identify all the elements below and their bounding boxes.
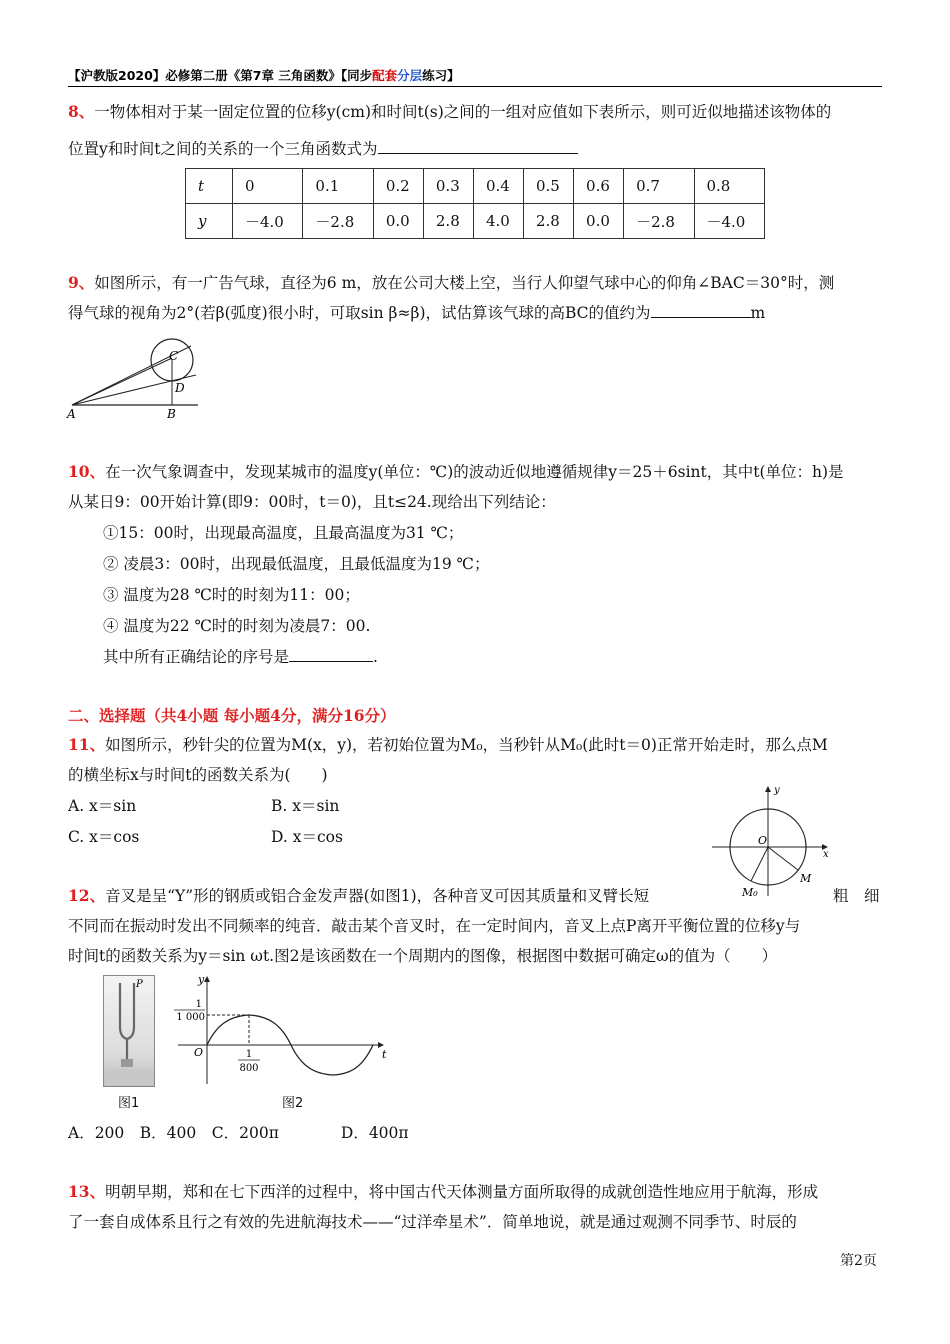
q9-label-D: D [175, 381, 185, 395]
q8-table-cell: 0.1 [303, 169, 373, 204]
q10-item-2: ② 凌晨3：00时，出现最低温度，且最低温度为19 ℃； [103, 555, 490, 573]
q12-fig2-label: 图2 [282, 1096, 304, 1111]
q8-table-cell: 2.8 [423, 204, 473, 239]
q9-number: 9、 [68, 273, 95, 292]
q8-table-cell: 0.8 [694, 169, 765, 204]
q8-text-1: 一物体相对于某一固定位置的位移y(cm)和时间t(s)之间的一组对应值如下表所示，则可近似地描述该物体的 [94, 103, 832, 121]
q8-table-cell: －4.0 [694, 204, 765, 239]
q13-line2: 了一套自成体系且行之有效的先进航海技术——“过洋牵星术”．简单地说，就是通过观测不同季节、时辰的 [68, 1213, 797, 1231]
q8-table-y-label: y [186, 204, 233, 239]
q9-label-B: B [167, 407, 176, 421]
q10-ask [103, 645, 378, 667]
q11-option-d: D. x＝cos [271, 828, 343, 846]
q11-clock-figure [710, 782, 835, 900]
q10-text-2: 从某日9：00开始计算(即9：00时，t＝0)，且t≤24.现给出下列结论： [68, 493, 556, 511]
q8-table-cell: 0.7 [624, 169, 694, 204]
q12-graph-xtick-den: 800 [239, 1063, 259, 1074]
q12-graph-t-label: t [382, 1048, 387, 1061]
page-number: 第2页 [840, 1253, 877, 1269]
q9-label-C: C [169, 349, 179, 363]
q8-table-row-t [186, 169, 765, 204]
q10-item-1: ①15：00时，出现最高温度，且最高温度为31 ℃； [103, 524, 464, 542]
q9-balloon-figure [66, 330, 206, 422]
q13-line1 [68, 1180, 818, 1202]
q12-line3: 时间t的函数关系为y＝sin ωt.图2是该函数在一个周期内的图像，根据图中数据可确定ω的值为（ ） [68, 947, 778, 965]
header-title-4: 练习】 [422, 68, 460, 83]
q9-unit: m [750, 304, 766, 322]
q12-tuning-fork-figure [103, 975, 155, 1087]
q8-table-cell: 0.2 [373, 169, 423, 204]
q10-ask-text: 其中所有正确结论的序号是 [103, 648, 290, 666]
q8-table-cell: 0.5 [523, 169, 573, 204]
q12-options: A．200 B．400 C．200π D．400π [68, 1124, 409, 1142]
q10-line1 [68, 460, 844, 482]
q8-number: 8、 [68, 102, 95, 121]
q10-item-4: ④ 温度为22 ℃时的时刻为凌晨7：00. [103, 617, 371, 635]
header-title-2: 配套 [372, 68, 398, 83]
q8-table-cell: －2.8 [303, 204, 373, 239]
q8-table-cell: 0 [233, 169, 303, 204]
q8-table-cell: 0.3 [423, 169, 473, 204]
q11-text-1: 如图所示，秒针尖的位置为M(x，y)，若初始位置为M₀，当秒针从M₀(此时t＝0)正常开始走时，那么点M [105, 736, 828, 754]
q11-label-y: y [774, 785, 780, 796]
header-title-3: 分层 [397, 68, 423, 83]
q8-table-cell: 4.0 [473, 204, 523, 239]
q10-text-1: 在一次气象调查中，发现某城市的温度y(单位：℃)的波动近似地遵循规律y＝25＋6sint，其中t(单位：h)是 [105, 463, 844, 481]
q10-item-3: ③ 温度为28 ℃时的时刻为11：00； [103, 586, 360, 604]
q10-ask-end: . [373, 648, 378, 666]
q12-line1 [68, 884, 649, 906]
header-title-1: 【沪教版2020】必修第二册《第7章 三角函数》【同步 [68, 68, 373, 83]
q12-graph-ytick-num: 1 [195, 999, 202, 1010]
q12-graph-origin: O [194, 1046, 204, 1059]
q12-graph-y-label: y [198, 973, 205, 986]
q8-table-row-y [186, 204, 765, 239]
q8-table-cell: 0.6 [574, 169, 624, 204]
q8-table-cell: 2.8 [523, 204, 573, 239]
q13-number: 13、 [68, 1182, 106, 1201]
q8-table-cell: －4.0 [233, 204, 303, 239]
q11-label-M0: M₀ [742, 886, 758, 899]
q12-text-1b: 粗 细 [833, 887, 880, 905]
q11-label-M: M [800, 872, 812, 885]
q12-graph-xtick-num: 1 [245, 1049, 253, 1060]
q12-label-P: P [136, 979, 143, 990]
q11-line1 [68, 733, 828, 755]
q12-text-1a: 音叉是呈“Y”形的钢质或铝合金发声器(如图1)，各种音叉可因其质量和叉臂长短 [105, 887, 650, 905]
q9-text-2: 得气球的视角为2°(若β(弧度)很小时，可取sin β≈β)，试估算该气球的高BC的值约为 [68, 304, 651, 322]
q11-label-x: x [823, 849, 829, 860]
q11-option-a: A. x＝sin [68, 797, 137, 815]
q11-line2: 的横坐标x与时间t的函数关系为( ) [68, 766, 328, 784]
q9-answer-blank [651, 301, 751, 318]
q12-line2: 不同而在振动时发出不同频率的纯音．敲击某个音叉时，在一定时间内，音叉上点P离开平衡位置的位移y与 [68, 917, 801, 935]
q11-option-c: C. x＝cos [68, 828, 140, 846]
section-choice-title: 二、选择题（共4小题 每小题4分，满分16分） [68, 706, 396, 725]
q12-number: 12、 [68, 886, 106, 905]
q11-option-b: B. x＝sin [271, 797, 340, 815]
q8-line1 [68, 100, 831, 122]
q9-text-1: 如图所示，有一广告气球，直径为6 m，放在公司大楼上空，当行人仰望气球中心的仰角∠BAC＝30°时，测 [94, 274, 835, 292]
q8-table-cell: 0.0 [373, 204, 423, 239]
q12-sine-graph [172, 972, 396, 1088]
q11-label-O: O [758, 834, 768, 847]
q13-text-1: 明朝早期，郑和在七下西洋的过程中，将中国古代天体测量方面所取得的成就创造性地应用于航海，形成 [105, 1183, 819, 1201]
q8-table-cell: 0.0 [574, 204, 624, 239]
q8-table [185, 168, 765, 239]
q8-table-cell: －2.8 [624, 204, 694, 239]
q12-graph-ytick-den: 1 000 [176, 1012, 205, 1023]
q9-line1 [68, 271, 834, 293]
q9-label-A: A [67, 407, 76, 421]
q8-answer-blank [378, 137, 578, 154]
page-header [68, 66, 882, 87]
q9-line2 [68, 301, 765, 323]
q8-line2 [68, 137, 578, 159]
q10-number: 10、 [68, 462, 106, 481]
q12-fig1-label: 图1 [118, 1096, 140, 1111]
q8-text-2: 位置y和时间t之间的关系的一个三角函数式为 [68, 140, 378, 158]
q8-table-cell: 0.4 [473, 169, 523, 204]
q11-number: 11、 [68, 735, 106, 754]
q10-answer-blank [289, 645, 373, 662]
q8-table-t-label: t [186, 169, 233, 204]
q10-line2 [68, 490, 556, 512]
